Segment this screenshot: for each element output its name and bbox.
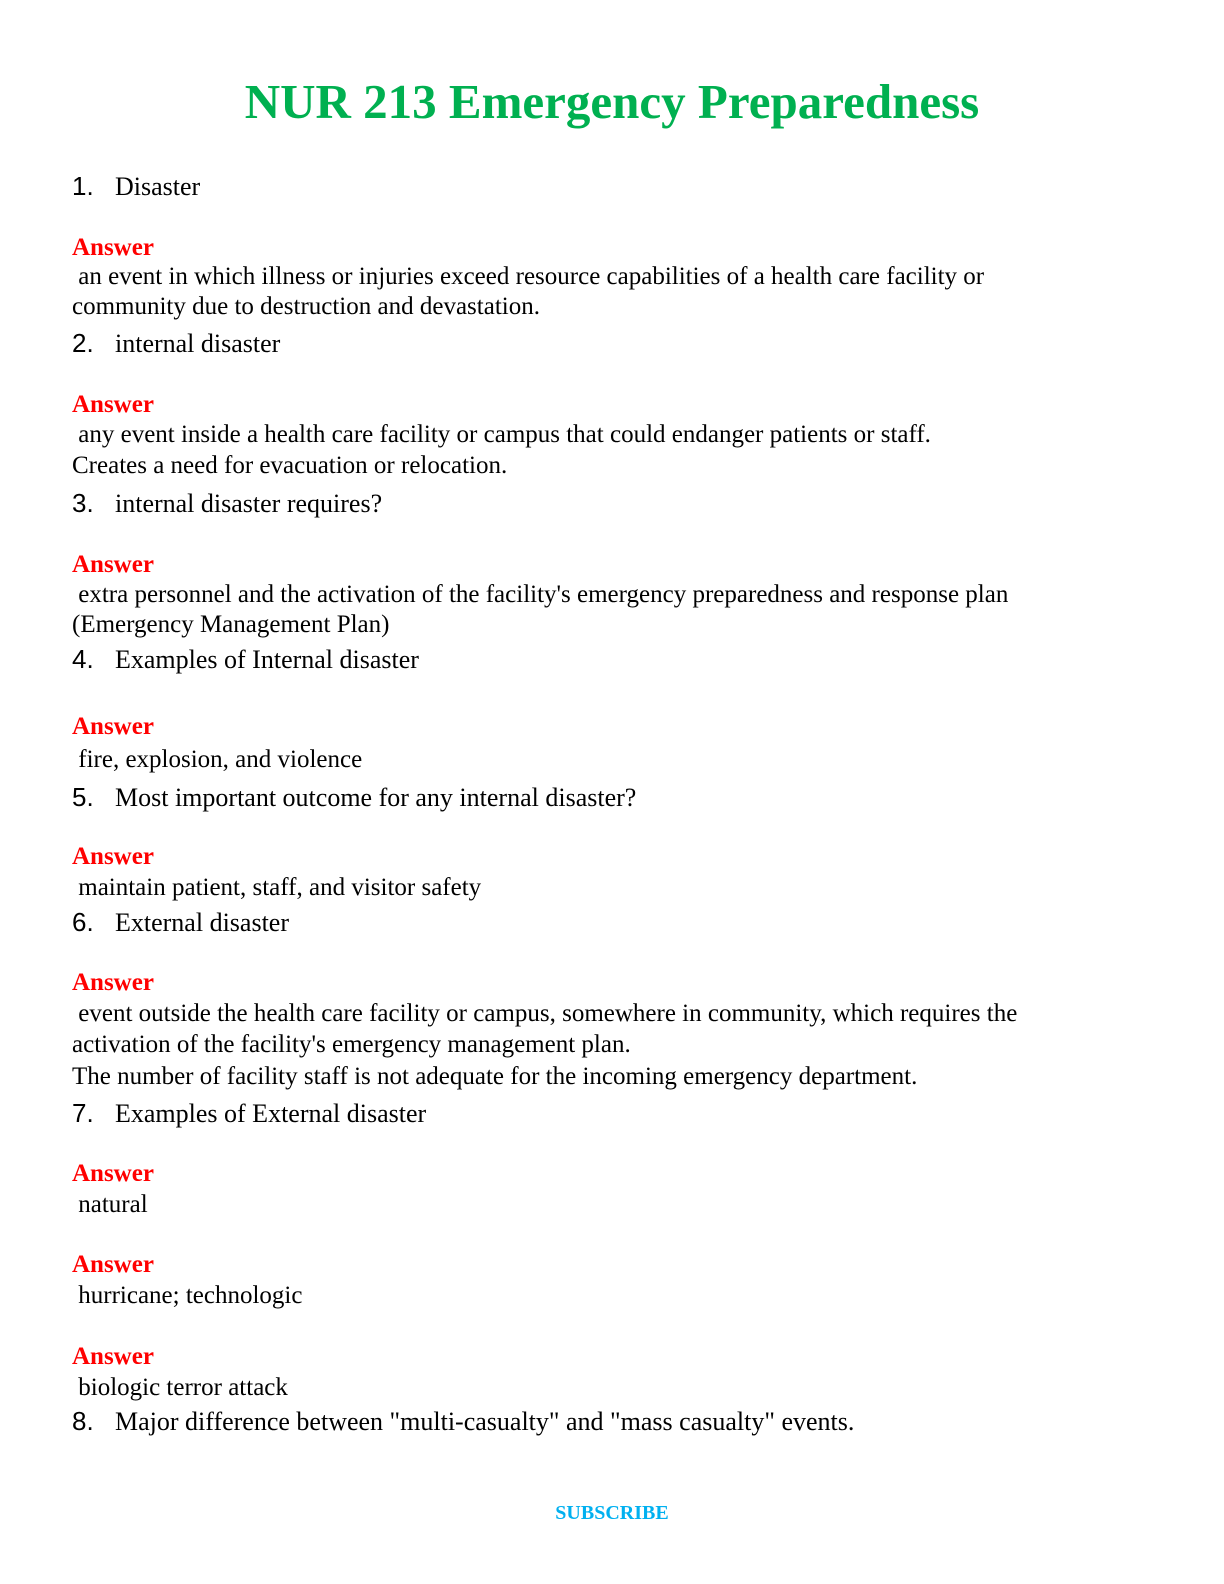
answer-line: activation of the facility's emergency management plan. [72,1031,631,1058]
question-text: internal disaster [115,329,281,358]
question-1 [72,170,200,203]
answer-line: fire, explosion, and violence [72,746,363,773]
question-number: 2. [72,328,94,358]
answer-line: natural [72,1191,148,1218]
answer-label: Answer [72,713,154,740]
question-number: 6. [72,907,94,937]
subscribe-link[interactable]: SUBSCRIBE [555,1502,669,1524]
answer-line: Creates a need for evacuation or relocation. [72,452,508,479]
answer-line: (Emergency Management Plan) [72,611,390,638]
question-text: Examples of External disaster [115,1099,427,1128]
document-title: NUR 213 Emergency Preparedness [244,74,980,129]
question-number: 3. [72,488,94,518]
question-text: Disaster [115,172,201,201]
answer-label: Answer [72,1251,154,1278]
answer-label: Answer [72,391,154,418]
answer-label: Answer [72,1343,154,1370]
question-number: 7. [72,1098,94,1128]
question-text: Major difference between "multi-casualty" and "mass casualty" events. [115,1407,855,1436]
question-text: internal disaster requires? [115,489,383,518]
answer-line: any event inside a health care facility or campus that could endanger patients or staff. [72,421,931,448]
answer-line: biologic terror attack [72,1374,288,1401]
question-text: External disaster [115,908,289,937]
answer-line: maintain patient, staff, and visitor safety [72,874,482,901]
question-text: Examples of Internal disaster [115,645,419,674]
answer-line: an event in which illness or injuries exceed resource capabilities of a health care facility or [72,263,985,290]
question-2 [72,327,280,360]
answer-label: Answer [72,551,154,578]
answer-line: The number of facility staff is not adequate for the incoming emergency department. [72,1063,918,1090]
answer-line: community due to destruction and devastation. [72,293,540,320]
question-7 [72,1097,426,1130]
question-4 [72,643,419,676]
question-number: 8. [72,1406,94,1436]
question-5 [72,781,636,814]
answer-line: extra personnel and the activation of the facility's emergency preparedness and response plan [72,581,1009,608]
answer-label: Answer [72,1160,154,1187]
question-6 [72,906,289,939]
answer-label: Answer [72,234,154,261]
answer-line: hurricane; technologic [72,1282,303,1309]
answer-line: event outside the health care facility or campus, somewhere in community, which requires the [72,1000,1018,1027]
answer-label: Answer [72,969,154,996]
question-number: 4. [72,644,94,674]
question-number: 1. [72,171,94,201]
question-number: 5. [72,782,94,812]
question-text: Most important outcome for any internal disaster? [115,783,637,812]
question-8 [72,1405,854,1438]
answer-label: Answer [72,843,154,870]
question-3 [72,487,382,520]
